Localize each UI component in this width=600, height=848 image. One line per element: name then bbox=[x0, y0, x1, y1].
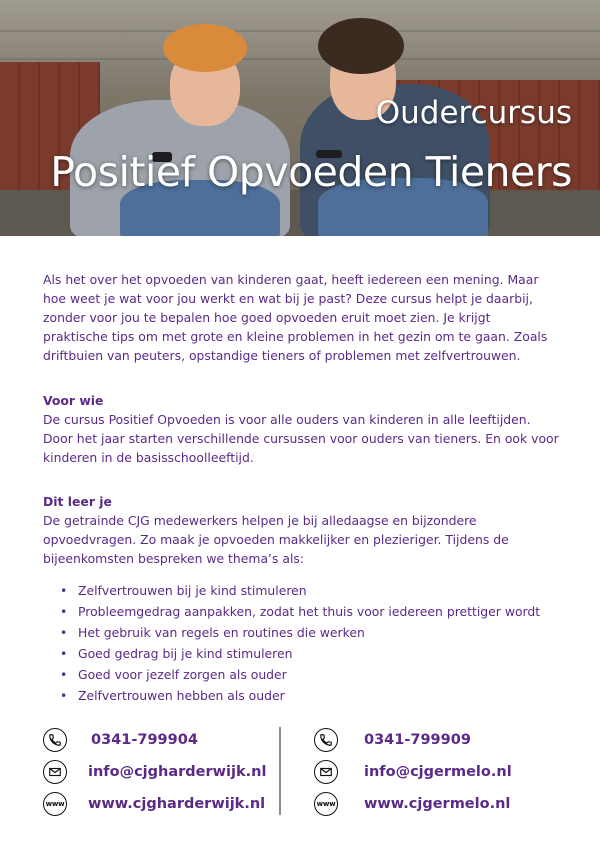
www-icon: www bbox=[43, 792, 67, 816]
www-icon: www bbox=[314, 792, 338, 816]
phone-icon bbox=[314, 728, 338, 752]
phone-link[interactable]: 0341-799904 bbox=[91, 732, 198, 748]
intro-paragraph: Als het over het opvoeden van kinderen gaat, heeft iedereen een mening. Maar hoe weet je wat voor jou werkt en wat bij je past? Deze cursus helpt je daarbij, zonder voor jou te bepalen hoe goed opvoeden eruit moet zien. Je krijgt praktische tips om met grote en kleine problemen in het gezin om te gaan. Zoals driftbuien van peuters, opstandige tieners of problemen met zelfvertrouwen. bbox=[43, 272, 548, 363]
list-item: • Goed voor jezelf zorgen als ouder bbox=[43, 664, 559, 685]
list-item: • Het gebruik van regels en routines die werken bbox=[43, 622, 559, 643]
email-link[interactable]: info@cjgermelo.nl bbox=[364, 764, 512, 780]
hero-subtitle: Oudercursus bbox=[375, 95, 572, 131]
hero-title: Positief Opvoeden Tieners bbox=[50, 148, 572, 196]
section-voor-wie bbox=[43, 391, 559, 467]
phone-link[interactable]: 0341-799909 bbox=[364, 732, 471, 748]
section-text: De getrainde CJG medewerkers helpen je bij alledaagse en bijzondere opvoedvragen. Zo maak je opvoeden makkelijker en plezieriger. Tijdens de bijeenkomsten bespreken we thema’s als: bbox=[43, 513, 509, 566]
mail-icon bbox=[314, 760, 338, 784]
wall-line bbox=[0, 30, 600, 32]
teen-left-hair bbox=[163, 24, 247, 72]
list-item: • Zelfvertrouwen bij je kind stimuleren bbox=[43, 580, 559, 601]
section-heading: Voor wie bbox=[43, 393, 104, 408]
teen-right-hair bbox=[318, 18, 404, 74]
contact-divider bbox=[279, 727, 281, 815]
web-link[interactable]: www.cjgermelo.nl bbox=[364, 796, 511, 812]
section-dit-leer-je bbox=[43, 492, 559, 706]
list-item: • Goed gedrag bij je kind stimuleren bbox=[43, 643, 559, 664]
section-heading: Dit leer je bbox=[43, 494, 112, 509]
web-link[interactable]: www.cjgharderwijk.nl bbox=[88, 796, 266, 812]
hero-image bbox=[0, 0, 600, 236]
section-text: De cursus Positief Opvoeden is voor alle ouders van kinderen in alle leeftijden. Door het jaar starten verschillende cursussen voor ouders van tieners. En ook voor kinderen in de basisschoolleeftijd. bbox=[43, 412, 559, 465]
list-item: • Zelfvertrouwen hebben als ouder bbox=[43, 685, 559, 706]
wall-line bbox=[0, 58, 600, 60]
main-content bbox=[43, 270, 559, 706]
email-link[interactable]: info@cjgharderwijk.nl bbox=[88, 764, 267, 780]
list-item: • Probleemgedrag aanpakken, zodat het thuis voor iedereen prettiger wordt bbox=[43, 601, 559, 622]
mail-icon bbox=[43, 760, 67, 784]
theme-list bbox=[43, 580, 559, 706]
phone-icon bbox=[43, 728, 67, 752]
